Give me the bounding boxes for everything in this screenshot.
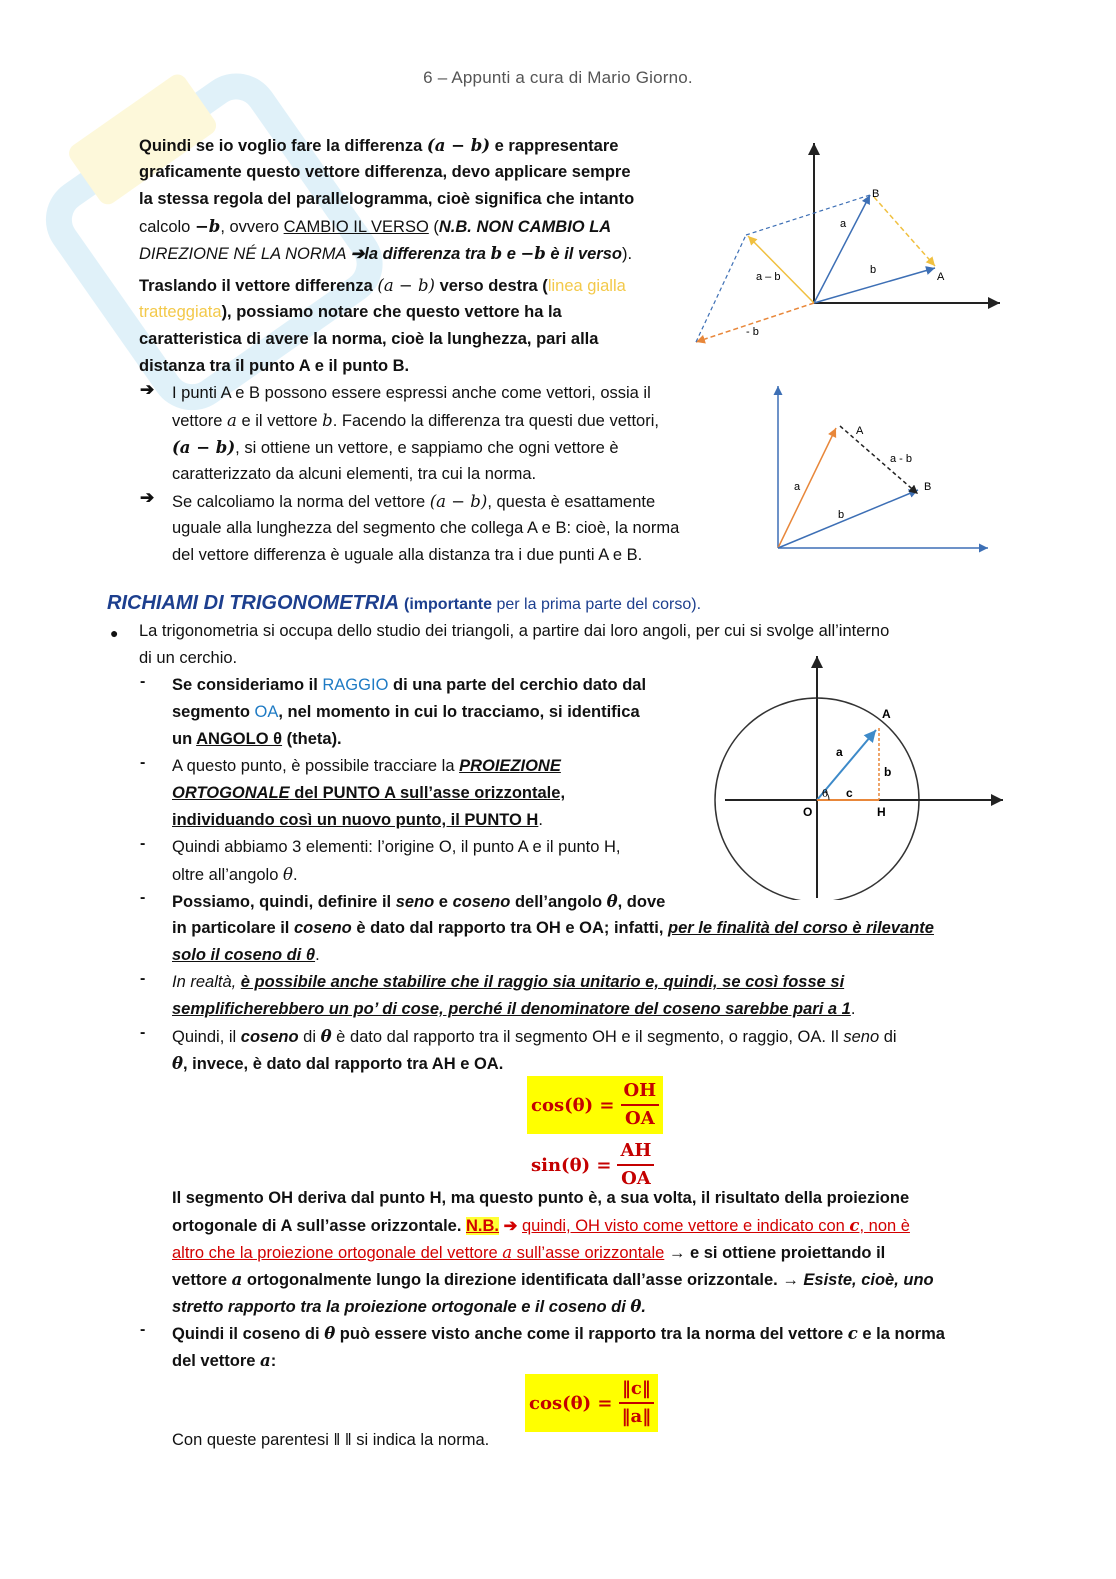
a2-line3: del vettore differenza è uguale alla distanza tra i due punti A e B. bbox=[172, 546, 643, 564]
label-a: a bbox=[794, 481, 801, 493]
p1-line4: calcolo −b, ovvero CAMBIO IL VERSO (N.B. NON CAMBIO LA bbox=[139, 217, 612, 236]
d2-line1: A questo punto, è possibile tracciare la PROIEZIONE bbox=[172, 757, 561, 775]
final-line: Con queste parentesi ‖ ‖ si indica la norma. bbox=[172, 1431, 490, 1449]
arrow-bullet-icon: ➔ bbox=[140, 380, 155, 399]
d2-line3: individuando così un nuovo punto, il PUNTO H. bbox=[172, 811, 543, 829]
cos-formula: cos(θ) = $\frac{OH}{OA}$ bbox=[527, 1076, 663, 1134]
trig-circle-figure bbox=[705, 652, 1010, 900]
label-O: O bbox=[803, 805, 813, 819]
d1-line1: Se consideriamo il RAGGIO di una parte del cerchio dato dal bbox=[172, 676, 647, 694]
cos-norm-formula: cos(θ) = $\frac{‖c‖}{‖a‖}$ bbox=[525, 1374, 658, 1432]
d7-line2: del vettore a: bbox=[172, 1351, 277, 1370]
label-minus-b: - b bbox=[746, 326, 759, 338]
label-a: a bbox=[836, 745, 843, 759]
a2-line1: Se calcoliamo la norma del vettore (a − b), questa è esattamente bbox=[172, 492, 656, 511]
label-B: B bbox=[924, 481, 932, 493]
trig-intro-line1: La trigonometria si occupa dello studio dei triangoli, a partire dai loro angoli, per cui si svolge all’interno bbox=[139, 622, 890, 640]
page-header: 6 – Appunti a cura di Mario Giorno. bbox=[423, 68, 693, 87]
dash-bullet-icon: - bbox=[140, 754, 146, 771]
dash-bullet-icon: - bbox=[140, 835, 146, 852]
arrow-bullet-icon: ➔ bbox=[140, 488, 155, 507]
d5-line1: In realtà, è possibile anche stabilire che il raggio sia unitario e, quindi, se così fosse si bbox=[172, 973, 845, 991]
d6-line2: θ, invece, è dato dal rapporto tra AH e OA. bbox=[172, 1054, 504, 1073]
after-line5: stretto rapporto tra la proiezione ortogonale e il coseno di θ. bbox=[172, 1297, 646, 1316]
p2-line4: distanza tra il punto A e il punto B. bbox=[139, 357, 410, 375]
after-line3: altro che la proiezione ortogonale del vettore a sull’asse orizzontale → e si ottiene proiettando il bbox=[172, 1243, 886, 1262]
label-H: H bbox=[877, 805, 886, 819]
after-line1: Il segmento OH deriva dal punto H, ma questo punto è, a sua volta, il risultato della proiezione bbox=[172, 1189, 910, 1207]
a1-line3: (a − b), si ottiene un vettore, e sappiamo che ogni vettore è bbox=[172, 438, 619, 457]
sin-formula: sin(θ) = $\frac{AH}{OA}$ bbox=[527, 1136, 658, 1194]
label-A: A bbox=[937, 271, 945, 283]
bullet-dot-icon: ● bbox=[110, 625, 119, 641]
a2-line2: uguale alla lunghezza del segmento che collega A e B: cioè, la norma bbox=[172, 519, 680, 537]
trig-intro-line2: di un cerchio. bbox=[139, 649, 238, 667]
after-line2: ortogonale di A sull’asse orizzontale. N.B. ➔ quindi, OH visto come vettore e indicato con c, non è bbox=[172, 1216, 910, 1235]
d4-line3: solo il coseno di θ. bbox=[172, 946, 320, 964]
label-theta: θ bbox=[822, 789, 829, 800]
d4-line1: Possiamo, quindi, definire il seno e coseno dell’angolo θ, dove bbox=[172, 892, 666, 911]
d5-line2: semplificherebbero un po’ di cose, perché il denominatore del coseno sarebbe pari a 1. bbox=[172, 1000, 856, 1018]
label-A: A bbox=[882, 707, 891, 721]
dash-bullet-icon: - bbox=[140, 1321, 146, 1338]
dash-bullet-icon: - bbox=[140, 673, 146, 690]
p1-line3: la stessa regola del parallelogramma, cioè significa che intanto bbox=[139, 190, 635, 208]
p1-line5: DIREZIONE NÉ LA NORMA ➔la differenza tra b e −b è il verso). bbox=[139, 244, 633, 263]
label-B: B bbox=[872, 188, 880, 200]
d1-line2: segmento OA, nel momento in cui lo tracciamo, si identifica bbox=[172, 703, 640, 721]
d3-line1: Quindi abbiamo 3 elementi: l’origine O, il punto A e il punto H, bbox=[172, 838, 621, 856]
label-c: c bbox=[846, 786, 853, 800]
label-a-minus-b: a – b bbox=[756, 271, 781, 283]
dash-bullet-icon: - bbox=[140, 970, 146, 987]
d4-line2: in particolare il coseno è dato dal rapporto tra OH e OA; infatti, per le finalità del corso è rilevante bbox=[172, 919, 934, 937]
p1-line2: graficamente questo vettore differenza, devo applicare sempre bbox=[139, 163, 631, 181]
dash-bullet-icon: - bbox=[140, 1024, 146, 1041]
label-b: b bbox=[870, 264, 877, 276]
a1-line4: caratterizzato da alcuni elementi, tra cui la norma. bbox=[172, 465, 537, 483]
p2-line1: Traslando il vettore differenza (a − b) verso destra (linea gialla bbox=[139, 276, 626, 295]
d7-line1: Quindi il coseno di θ può essere visto anche come il rapporto tra la norma del vettore c e la norma bbox=[172, 1324, 945, 1343]
p2-line2: tratteggiata), possiamo notare che questo vettore ha la bbox=[139, 303, 562, 321]
d1-line3: un ANGOLO θ (theta). bbox=[172, 730, 342, 748]
label-a-minus-b: a - b bbox=[890, 453, 913, 465]
segment-ab-figure bbox=[770, 380, 1000, 560]
label-b: b bbox=[838, 509, 845, 521]
d2-line2: ORTOGONALE del PUNTO A sull’asse orizzontale, bbox=[172, 784, 566, 802]
dash-bullet-icon: - bbox=[140, 889, 146, 906]
d6-line1: Quindi, il coseno di θ è dato dal rapporto tra il segmento OH e il segmento, o raggio, OA. Il seno di bbox=[172, 1027, 897, 1046]
p1-line1: Quindi se io voglio fare la differenza (a − b) e rappresentare bbox=[139, 136, 619, 155]
label-b: b bbox=[884, 765, 892, 779]
section-title: RICHIAMI DI TRIGONOMETRIA (importante per la prima parte del corso). bbox=[107, 592, 702, 614]
d3-line2: oltre all’angolo θ. bbox=[172, 865, 298, 884]
vector-difference-figure bbox=[690, 135, 1010, 350]
a1-line2: vettore a e il vettore b. Facendo la differenza tra questi due vettori, bbox=[172, 411, 659, 430]
label-A: A bbox=[856, 425, 864, 437]
after-line4: vettore a ortogonalmente lungo la direzione identificata dall’asse orizzontale. → Esiste, cioè, uno bbox=[172, 1270, 934, 1289]
label-a: a bbox=[840, 218, 847, 230]
p2-line3: caratteristica di avere la norma, cioè la lunghezza, pari alla bbox=[139, 330, 599, 348]
a1-line1: I punti A e B possono essere espressi anche come vettori, ossia il bbox=[172, 384, 651, 402]
